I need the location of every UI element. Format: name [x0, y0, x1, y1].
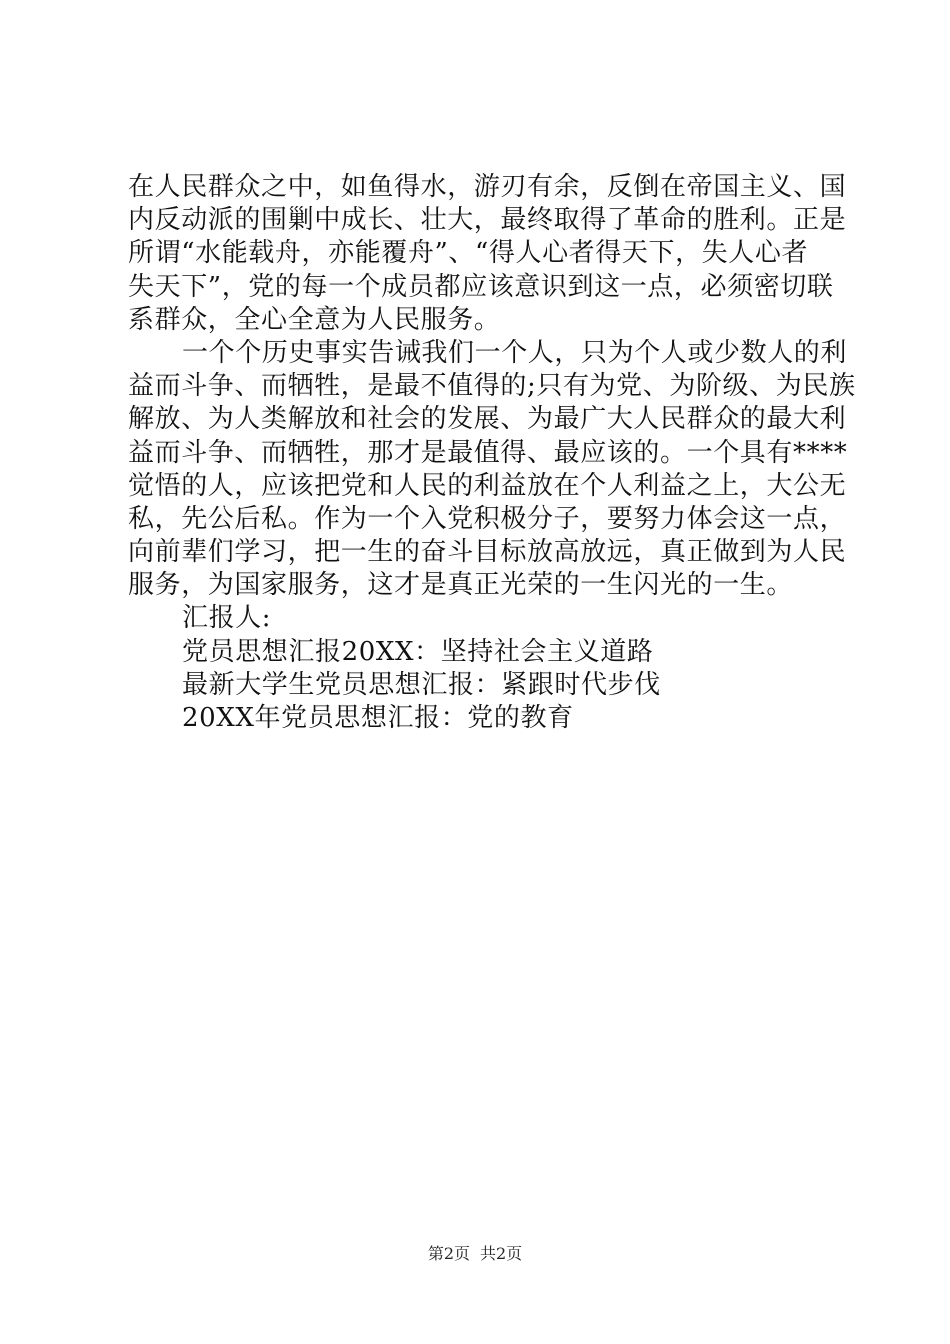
- paragraph-1-line: 系群众，全心全意为人民服务。: [128, 304, 501, 335]
- document-body: [128, 171, 856, 735]
- paragraph-1-line: 失天下”，党的每一个成员都应该意识到这一点，必须密切联: [128, 271, 834, 302]
- paragraph-1-line: 在人民群众之中，如鱼得水，游刃有余，反倒在帝国主义、国: [128, 172, 847, 202]
- reporter-label: 汇报人:: [182, 603, 272, 634]
- paragraph-2-line: 向前辈们学习，把一生的奋斗目标放高放远，真正做到为人民: [128, 537, 847, 568]
- related-link[interactable]: 20XX年党员思想汇报：党的教育: [182, 703, 574, 733]
- paragraph-2-line: 益而斗争、而牺牲，那才是最值得、最应该的。一个具有****: [128, 437, 848, 468]
- paragraph-2-line: 一个个历史事实告诫我们一个人，只为个人或少数人的利: [182, 337, 848, 368]
- related-link[interactable]: 最新大学生党员思想汇报：紧跟时代步伐: [182, 669, 661, 700]
- paragraph-2-line: 私，先公后私。作为一个入党积极分子，要努力体会这一点，: [128, 503, 847, 534]
- paragraph-1-line: 所谓“水能载舟，亦能覆舟”、“得人心者得天下，失人心者: [128, 238, 809, 269]
- paragraph-2-line: 解放、为人类解放和社会的发展、为最广大人民群众的最大利: [128, 404, 847, 435]
- related-link[interactable]: 党员思想汇报20XX：坚持社会主义道路: [182, 636, 654, 667]
- page-total: 共2页: [480, 1244, 523, 1263]
- page-footer: [0, 1244, 950, 1264]
- paragraph-1-line: 内反动派的围剿中成长、壮大，最终取得了革命的胜利。正是: [128, 205, 847, 236]
- paragraph-2-line: 益而斗争、而牺牲，是最不值得的;只有为党、为阶级、为民族: [128, 371, 856, 402]
- paragraph-2-line: 服务，为国家服务，这才是真正光荣的一生闪光的一生。: [128, 570, 794, 601]
- paragraph-2-line: 觉悟的人，应该把党和人民的利益放在个人利益之上，大公无: [128, 470, 847, 501]
- page-number: 第2页: [427, 1244, 470, 1263]
